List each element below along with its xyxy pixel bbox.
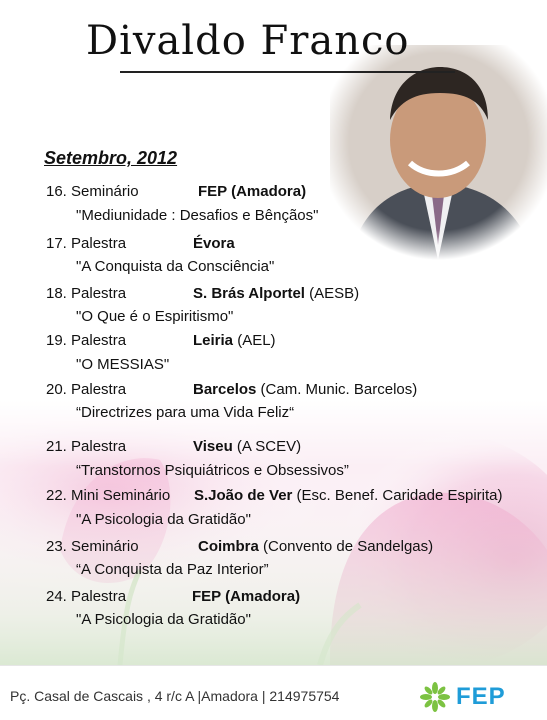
event-venue bbox=[193, 284, 359, 304]
event-subtitle: “Directrizes para uma Vida Feliz“ bbox=[76, 404, 295, 421]
event-venue bbox=[193, 234, 235, 254]
event-date-type: 22. Mini Seminário bbox=[46, 487, 171, 504]
event-venue-extra: (AEL) bbox=[233, 332, 276, 349]
event-venue-extra: (A SCEV) bbox=[232, 438, 302, 455]
event-venue-name: Leiria bbox=[193, 332, 234, 349]
event-venue bbox=[192, 587, 300, 607]
event-venue-extra: (AESB) bbox=[304, 285, 360, 302]
event-date-type: 24. Palestra bbox=[46, 588, 127, 605]
event-venue-name: Évora bbox=[193, 235, 235, 252]
footer bbox=[0, 665, 547, 720]
event-date-type: 21. Palestra bbox=[46, 438, 127, 455]
event-date-type: 16. Seminário bbox=[46, 183, 139, 200]
event-venue-name: Coimbra bbox=[198, 538, 259, 555]
footer-address: Pç. Casal de Cascais , 4 r/c A |Amadora | 214975754 bbox=[10, 688, 340, 704]
event-date-type: 20. Palestra bbox=[46, 381, 127, 398]
page-title: Divaldo Franco bbox=[86, 18, 410, 64]
event-venue-name: FEP (Amadora) bbox=[198, 183, 307, 200]
event-venue-name: Viseu bbox=[193, 438, 233, 455]
event-date-type: 23. Seminário bbox=[46, 538, 139, 555]
event-venue-extra: (Cam. Munic. Barcelos) bbox=[256, 381, 418, 398]
flower-logo-icon bbox=[420, 682, 450, 712]
event-venue-name: FEP (Amadora) bbox=[192, 588, 301, 605]
event-date-type: 18. Palestra bbox=[46, 285, 127, 302]
event-subtitle: "A Psicologia da Gratidão" bbox=[76, 611, 251, 628]
event-venue bbox=[194, 486, 502, 506]
event-subtitle: "A Psicologia da Gratidão" bbox=[76, 511, 251, 528]
event-venue-extra: (Esc. Benef. Caridade Espirita) bbox=[292, 487, 503, 504]
event-venue bbox=[198, 182, 306, 202]
event-venue bbox=[193, 437, 301, 457]
fep-logo bbox=[420, 682, 540, 712]
event-subtitle: "Mediunidade : Desafios e Bênçãos" bbox=[76, 207, 319, 224]
event-subtitle: "A Conquista da Consciência" bbox=[76, 258, 275, 275]
event-venue bbox=[198, 537, 433, 557]
event-venue bbox=[193, 380, 417, 400]
event-venue-extra: (Convento de Sandelgas) bbox=[258, 538, 434, 555]
event-venue-name: Barcelos bbox=[193, 381, 257, 398]
event-date-type: 17. Palestra bbox=[46, 235, 127, 252]
event-venue-name: S.João de Ver bbox=[194, 487, 293, 504]
fep-logo-text: FEP bbox=[456, 683, 506, 710]
event-venue bbox=[193, 331, 276, 351]
event-subtitle: "O Que é o Espiritismo" bbox=[76, 308, 234, 325]
event-subtitle: “A Conquista da Paz Interior” bbox=[76, 561, 269, 578]
event-subtitle: “Transtornos Psiquiátricos e Obsessivos” bbox=[76, 462, 349, 479]
month-heading: Setembro, 2012 bbox=[44, 148, 178, 168]
event-subtitle: "O MESSIAS" bbox=[76, 356, 170, 373]
event-date-type: 19. Palestra bbox=[46, 332, 127, 349]
event-venue-name: S. Brás Alportel bbox=[193, 285, 305, 302]
